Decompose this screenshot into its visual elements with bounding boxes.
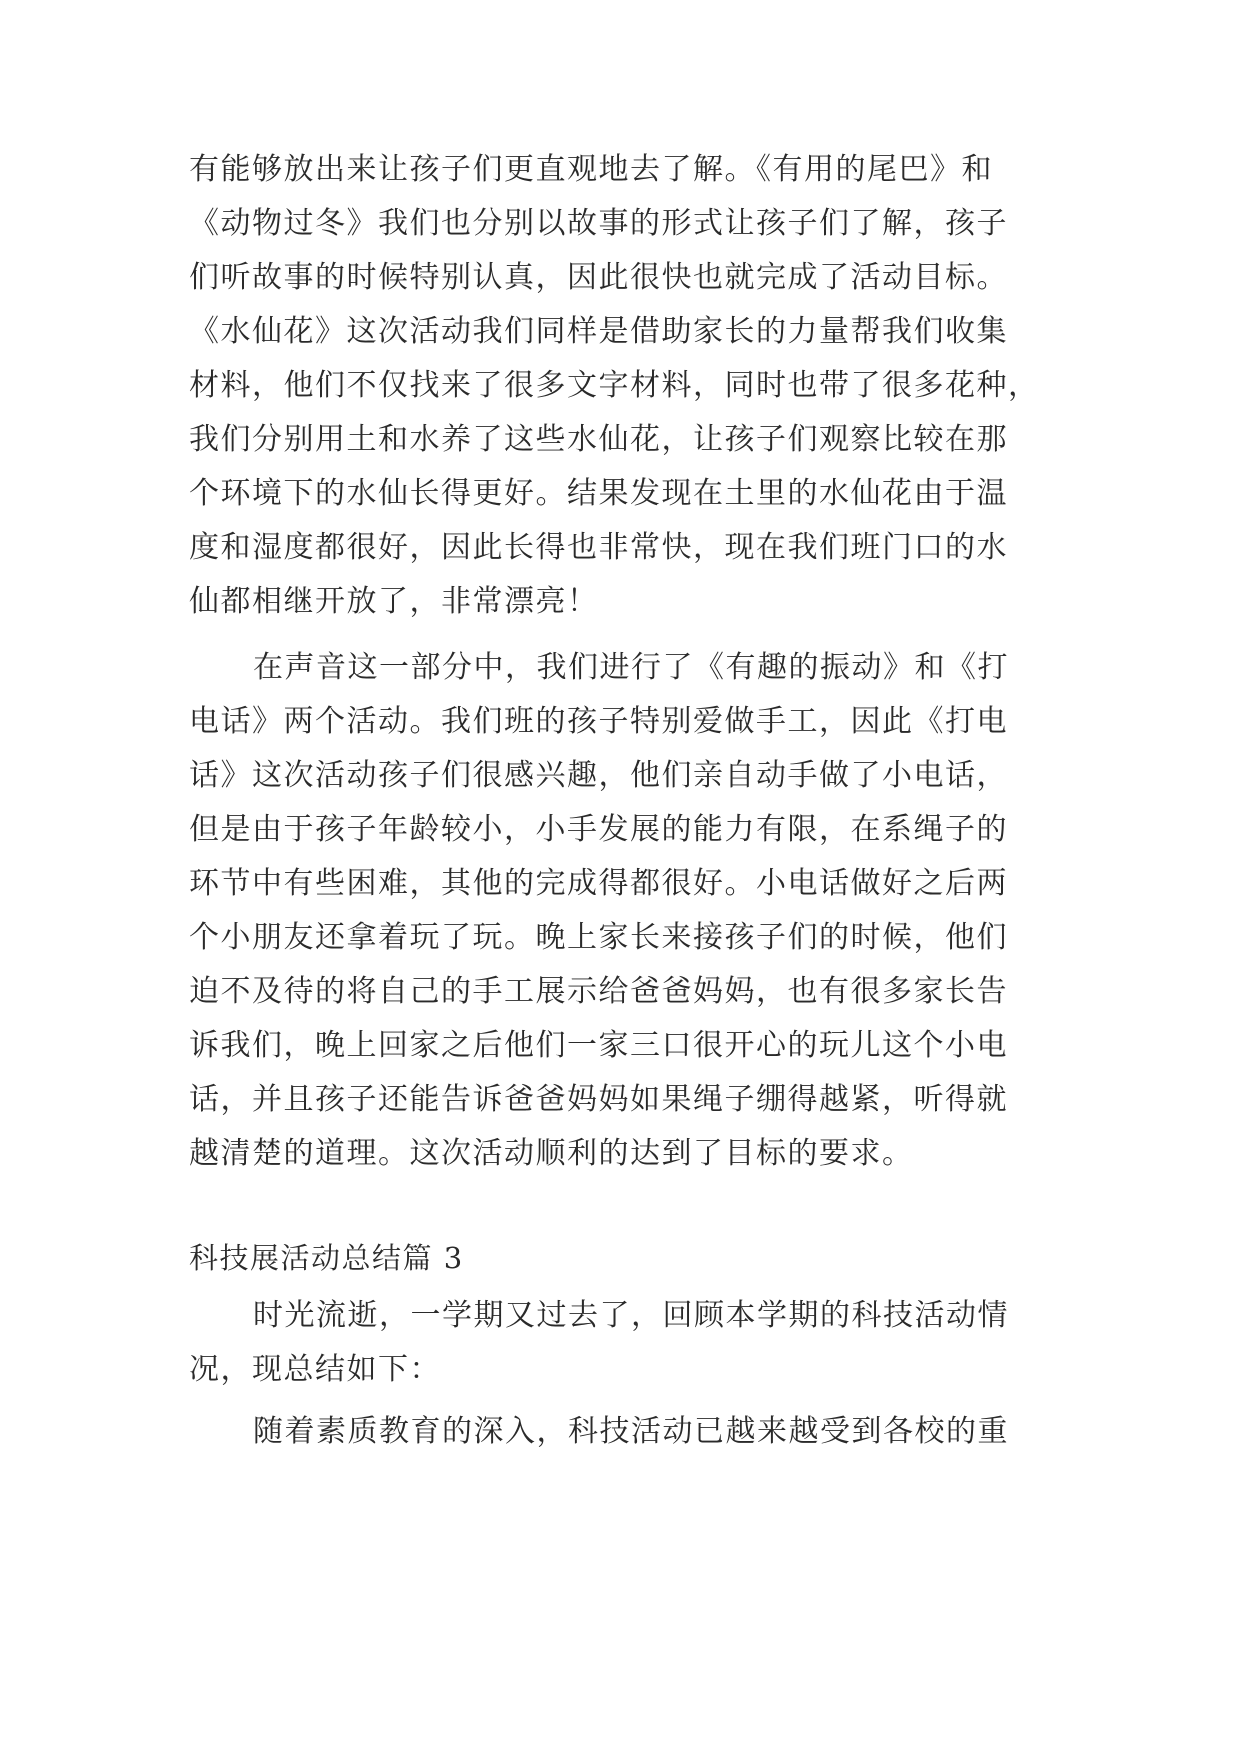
paragraph-line: 度和湿度都很好，因此长得也非常快，现在我们班门口的水 — [189, 530, 1008, 565]
section-heading: 科技展活动总结篇 3 — [189, 1241, 464, 1275]
paragraph-line: 材料，他们不仅找来了很多文字材料，同时也带了很多花种， — [189, 368, 1040, 403]
paragraph-line: 《动物过冬》我们也分别以故事的形式让孩子们了解，孩子 — [189, 206, 1008, 241]
paragraph-line: 《水仙花》这次活动我们同样是借助家长的力量帮我们收集 — [189, 314, 1008, 349]
paragraph-line: 个小朋友还拿着玩了玩。晚上家长来接孩子们的时候，他们 — [189, 920, 1008, 955]
paragraph-line: 诉我们，晚上回家之后他们一家三口很开心的玩儿这个小电 — [189, 1028, 1008, 1063]
paragraph-line: 们听故事的时候特别认真，因此很快也就完成了活动目标。 — [189, 260, 1008, 295]
paragraph-line: 电话》两个活动。我们班的孩子特别爱做手工，因此《打电 — [189, 704, 1008, 739]
paragraph-line: 但是由于孩子年龄较小，小手发展的能力有限，在系绳子的 — [189, 812, 1008, 847]
paragraph-line: 迫不及待的将自己的手工展示给爸爸妈妈，也有很多家长告 — [189, 974, 1008, 1009]
paragraph-line: 越清楚的道理。这次活动顺利的达到了目标的要求。 — [189, 1136, 914, 1171]
paragraph-line: 随着素质教育的深入，科技活动已越来越受到各校的重 — [253, 1414, 1009, 1449]
paragraph-line: 仙都相继开放了，非常漂亮！ — [189, 584, 599, 619]
paragraph-line: 话，并且孩子还能告诉爸爸妈妈如果绳子绷得越紧，听得就 — [189, 1082, 1008, 1117]
paragraph-line: 况，现总结如下： — [189, 1352, 441, 1387]
paragraph-line: 时光流逝，一学期又过去了，回顾本学期的科技活动情 — [253, 1298, 1009, 1333]
paragraph-line: 有能够放出来让孩子们更直观地去了解。《有用的尾巴》和 — [189, 152, 993, 187]
paragraph-line: 环节中有些困难，其他的完成得都很好。小电话做好之后两 — [189, 866, 1008, 901]
paragraph-line: 个环境下的水仙长得更好。结果发现在土里的水仙花由于温 — [189, 476, 1008, 511]
paragraph-line: 在声音这一部分中，我们进行了《有趣的振动》和《打 — [253, 650, 1009, 685]
paragraph-line: 话》这次活动孩子们很感兴趣，他们亲自动手做了小电话， — [189, 758, 1008, 793]
paragraph-line: 我们分别用土和水养了这些水仙花，让孩子们观察比较在那 — [189, 422, 1008, 457]
